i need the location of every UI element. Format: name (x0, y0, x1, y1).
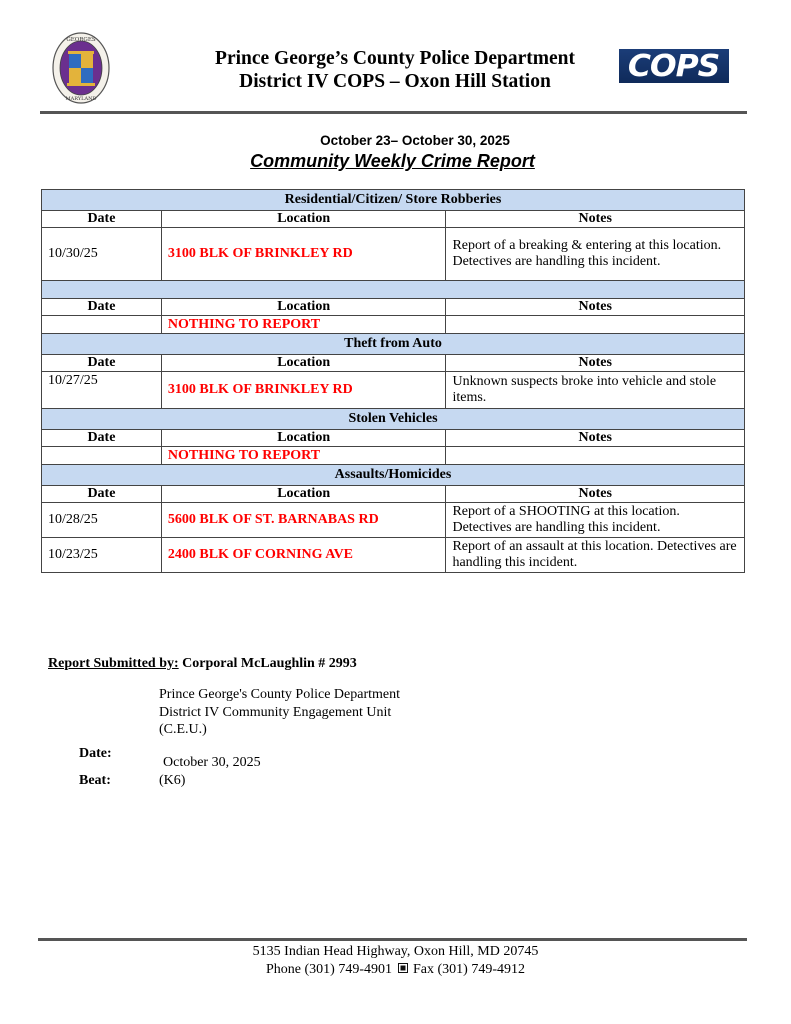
incident-notes: Report of a breaking & entering at this location. Detectives are handling this incident. (446, 228, 745, 281)
incident-date: 10/30/25 (42, 228, 162, 281)
column-header-date: Date (42, 486, 162, 503)
incident-location: 3100 BLK OF BRINKLEY RD (161, 372, 446, 409)
incident-location: 2400 BLK OF CORNING AVE (161, 538, 446, 573)
section-title (42, 281, 745, 299)
report-date-range: October 23– October 30, 2025 (320, 133, 510, 148)
submitted-by-officer: Corporal McLaughlin # 2993 (182, 656, 357, 671)
incident-notes: Report of an assault at this location. Detectives are handling this incident. (446, 538, 745, 573)
date-label: Date: (79, 746, 112, 761)
incident-date (42, 316, 162, 334)
incident-location: 5600 BLK OF ST. BARNABAS RD (161, 503, 446, 538)
table-row (42, 538, 745, 573)
incident-date (42, 447, 162, 465)
incident-notes (446, 316, 745, 334)
column-header-row (42, 355, 745, 372)
incident-date: 10/23/25 (42, 538, 162, 573)
section-header-stolen-vehicles (42, 409, 745, 430)
submitted-by (48, 656, 357, 672)
station-name: District IV COPS – Oxon Hill Station (239, 71, 551, 92)
incident-location: NOTHING TO REPORT (161, 447, 446, 465)
column-header-row (42, 211, 745, 228)
cops-logo-text: COPS (628, 48, 720, 84)
bullet-separator-icon (398, 963, 408, 973)
footer-contact (0, 961, 791, 979)
column-header-row (42, 486, 745, 503)
submitting-unit (159, 686, 400, 739)
section-title: Stolen Vehicles (42, 409, 745, 430)
unit-line-3: (C.E.U.) (159, 722, 207, 737)
footer-address: 5135 Indian Head Highway, Oxon Hill, MD 20745 (252, 944, 539, 959)
section-header-robberies (42, 190, 745, 211)
incident-date: 10/27/25 (42, 372, 162, 409)
incident-notes: Report of a SHOOTING at this location. Detectives are handling this incident. (446, 503, 745, 538)
column-header-location: Location (161, 355, 446, 372)
department-name: Prince George’s County Police Department (215, 48, 575, 69)
footer-fax: Fax (301) 749-4912 (413, 962, 525, 977)
table-row (42, 372, 745, 409)
unit-line-1: Prince George's County Police Department (159, 687, 400, 702)
svg-text:MARYLAND: MARYLAND (65, 96, 97, 102)
beat-value: (K6) (159, 773, 186, 788)
section-header-blank (42, 281, 745, 299)
column-header-date: Date (42, 430, 162, 447)
incident-location: 3100 BLK OF BRINKLEY RD (161, 228, 446, 281)
column-header-location: Location (161, 299, 446, 316)
department-title (150, 47, 640, 93)
footer-divider (38, 938, 747, 941)
footer-phone: Phone (301) 749-4901 (266, 962, 392, 977)
incident-notes: Unknown suspects broke into vehicle and stole items. (446, 372, 745, 409)
table-row (42, 447, 745, 465)
incident-notes (446, 447, 745, 465)
column-header-location: Location (161, 486, 446, 503)
incident-date: 10/28/25 (42, 503, 162, 538)
section-title: Residential/Citizen/ Store Robberies (42, 190, 745, 211)
crime-report-table (41, 189, 745, 573)
column-header-notes: Notes (446, 486, 745, 503)
cops-logo (619, 49, 729, 83)
section-header-assaults-homicides (42, 465, 745, 486)
table-row (42, 228, 745, 281)
column-header-notes: Notes (446, 355, 745, 372)
date-value: October 30, 2025 (163, 755, 261, 770)
section-header-theft-from-auto (42, 334, 745, 355)
beat-label: Beat: (79, 773, 111, 788)
column-header-location: Location (161, 211, 446, 228)
submitted-by-label: Report Submitted by: (48, 656, 179, 671)
column-header-row (42, 430, 745, 447)
county-seal-icon (51, 31, 111, 105)
header-divider (40, 111, 747, 114)
footer (0, 943, 791, 979)
column-header-date: Date (42, 355, 162, 372)
column-header-location: Location (161, 430, 446, 447)
unit-line-2: District IV Community Engagement Unit (159, 704, 392, 720)
column-header-notes: Notes (446, 430, 745, 447)
column-header-date: Date (42, 211, 162, 228)
svg-text:GEORGES: GEORGES (66, 37, 96, 43)
table-row (42, 503, 745, 538)
table-row (42, 316, 745, 334)
column-header-row (42, 299, 745, 316)
section-title: Theft from Auto (42, 334, 745, 355)
column-header-date: Date (42, 299, 162, 316)
column-header-notes: Notes (446, 211, 745, 228)
report-title: Community Weekly Crime Report (250, 151, 535, 171)
section-title: Assaults/Homicides (42, 465, 745, 486)
incident-location: NOTHING TO REPORT (161, 316, 446, 334)
column-header-notes: Notes (446, 299, 745, 316)
